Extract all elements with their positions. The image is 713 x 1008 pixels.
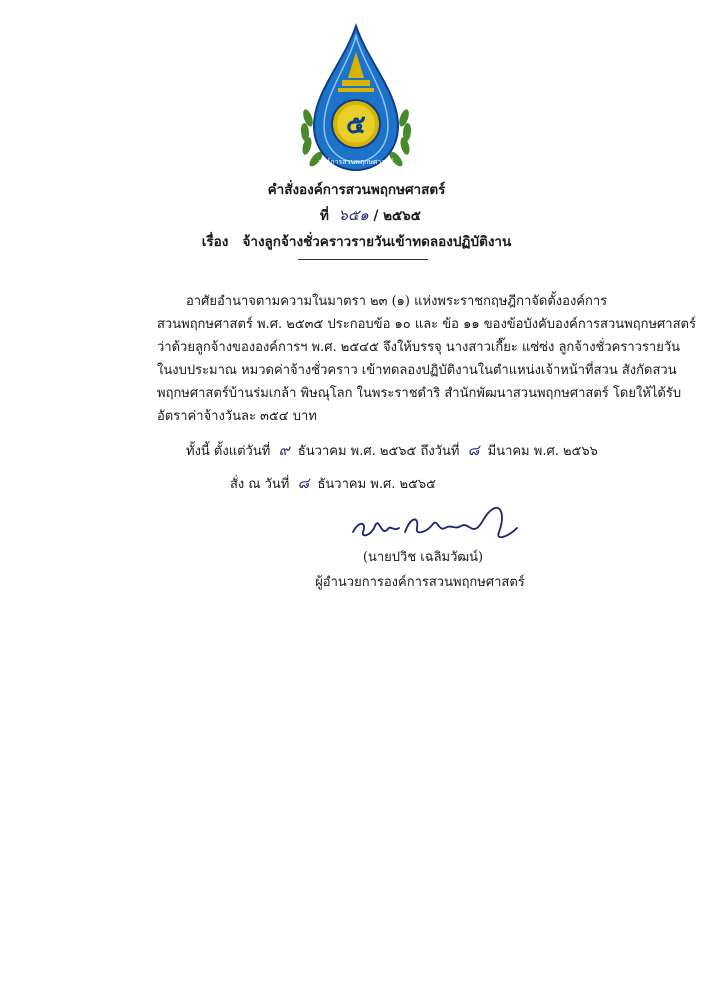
- logo-numeral: ๕: [346, 110, 366, 140]
- ordered-date: [230, 471, 436, 495]
- ordered-day: ๘: [297, 474, 310, 492]
- effective-start-day: ๙: [278, 441, 290, 459]
- subject-text: จ้างลูกจ้างชั่วคราวรายวันเข้าทดลองปฏิบัติงาน: [242, 234, 512, 250]
- subject-label: เรื่อง: [201, 234, 229, 250]
- order-number-handwritten: ๖๕๑: [338, 206, 369, 224]
- ordered-rest: ธันวาคม พ.ศ. ๒๕๖๕: [317, 477, 437, 492]
- effective-end-day: ๘: [467, 441, 480, 459]
- body-line: อัตราค่าจ้างวันละ ๓๕๔ บาท: [157, 409, 317, 424]
- order-subject: [0, 230, 713, 252]
- body-line: อาศัยอำนาจตามความในมาตรา ๒๓ (๑) แห่งพระราชกฤษฎีกาจัดตั้งองค์การ: [186, 294, 608, 309]
- body-line: ว่าด้วยลูกจ้างขององค์การฯ พ.ศ. ๒๕๔๕ จึงให้บรรจุ นางสาวเกี๊ยะ แซ่ซ่ง ลูกจ้างชั่วคราวรายวัน: [157, 340, 681, 355]
- botanical-garden-organization-seal-icon: [296, 22, 416, 178]
- order-number-prefix: ที่: [320, 208, 329, 224]
- body-line: ในงบประมาณ หมวดค่าจ้างชั่วคราว เข้าทดลองปฏิบัติงานในตำแหน่งเจ้าหน้าที่สวน สังกัดสวน: [157, 363, 677, 378]
- logo-ring-text: องค์การสวนพฤกษศาสตร์: [318, 158, 394, 166]
- body-line: สวนพฤกษศาสตร์ พ.ศ. ๒๕๓๕ ประกอบข้อ ๑๐ และ ข้อ ๑๑ ของข้อบังคับองค์การสวนพฤกษศาสตร์: [157, 317, 696, 332]
- handwritten-signature: [345, 502, 525, 546]
- effective-period: [186, 438, 598, 462]
- body-line: พฤกษศาสตร์บ้านร่มเกล้า พิษณุโลก ในพระราชดำริ สำนักพัฒนาสวนพฤกษศาสตร์ โดยให้ได้รับ: [157, 386, 682, 401]
- order-number: [14, 203, 713, 227]
- order-number-year: / ๒๕๖๕: [373, 208, 421, 224]
- order-title: คำสั่งองค์การสวนพฤกษศาสตร์: [267, 182, 446, 198]
- signatory-name: (นายปวิช เฉลิมวัฒน์): [362, 550, 484, 565]
- signatory-position: ผู้อำนวยการองค์การสวนพฤกษศาสตร์: [315, 575, 525, 590]
- effective-start-rest: ธันวาคม พ.ศ. ๒๕๖๕ ถึงวันที่: [297, 444, 460, 459]
- ordered-prefix: สั่ง ณ วันที่: [230, 477, 290, 492]
- effective-prefix: ทั้งนี้ ตั้งแต่วันที่: [186, 444, 271, 459]
- effective-end-rest: มีนาคม พ.ศ. ๒๕๖๖: [487, 444, 598, 459]
- header-divider: [298, 259, 428, 260]
